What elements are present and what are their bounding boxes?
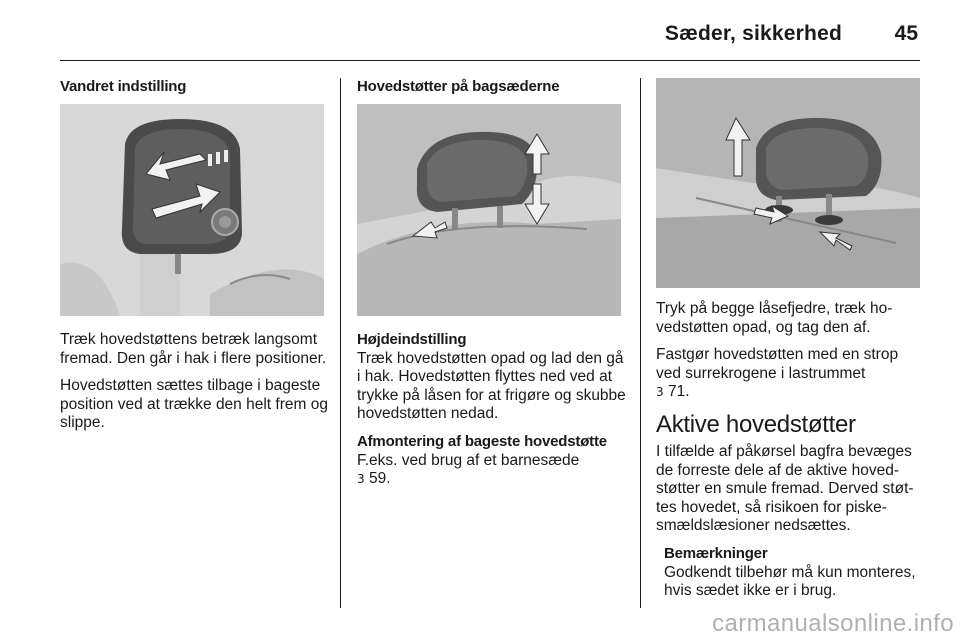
note-text: Godkendt tilbehør må kun monteres, hvis sædet ikke er i brug. [664,563,916,600]
paragraph: I tilfælde af påkørsel bagfra bevæges de forreste dele af de aktive hovedstøtter en smule fremad. Derved støttes hovedet, så risikoen for piskesmældslæsioner nedsættes. [656,442,914,535]
column-divider-1 [340,78,341,608]
remove-headrest-illustration [656,78,920,288]
column-left [60,78,328,97]
rear-headrest-height-illustration [357,104,621,316]
watermark: carmanualsonline.info [712,610,954,637]
note-title: Bemærkninger [664,544,768,562]
column-middle-text [357,331,627,498]
paragraph: Træk hovedstøttens betræk langsomt fremad. Den går i hak i flere positioner. [60,331,327,367]
column-middle [357,78,627,97]
page-ref-link[interactable]: 59. [368,470,391,488]
column-divider-2 [640,78,641,608]
figure-rear-headrest-height [357,104,621,316]
section-heading-horizontal: Vandret indstilling [60,78,187,95]
section-heading-active-headrests: Aktive hovedstøtter [656,410,856,438]
paragraph-with-ref [656,346,924,402]
subheading-height-adjust: Højdeindstilling [357,331,467,348]
paragraph: Tryk på begge låsefjedre, træk hovedstøtten opad, og tag den af. [656,300,893,336]
ref-arrow-icon: 3 [357,472,365,487]
note-box [664,545,924,601]
figure-remove-headrest [656,78,920,288]
paragraph: Hovedstøtten sættes tilbage i bageste position ved at trække den helt frem og slippe. [60,377,328,432]
headrest-horizontal-illustration [60,104,324,316]
page-header-title: Sæder, sikkerhed [664,22,842,45]
subheading-remove-rear: Afmontering af bageste hovedstøtte [357,432,607,450]
paragraph-text: Fastgør hovedstøtten med en strop ved surrekrogene i lastrummet [656,346,899,382]
section-heading-rear-headrests: Hovedstøtter på bagsæderne [357,78,560,95]
paragraph-with-ref [357,452,627,489]
page-ref-link[interactable]: 71. [667,383,690,401]
paragraph-text: F.eks. ved brug af et barnesæde [357,451,580,469]
paragraph: Træk hovedstøtten opad og lad den gå i hak. Hovedstøtten flyttes ned ved at trykke på låsen for at frigøre og skubbe hovedstøtten nedad. [357,349,626,423]
column-right-text [656,300,924,601]
ref-arrow-icon: 3 [656,385,664,400]
column-left-text [60,331,328,442]
header-rule [60,60,920,61]
figure-headrest-horizontal [60,104,324,316]
page-number: 45 [894,22,918,45]
